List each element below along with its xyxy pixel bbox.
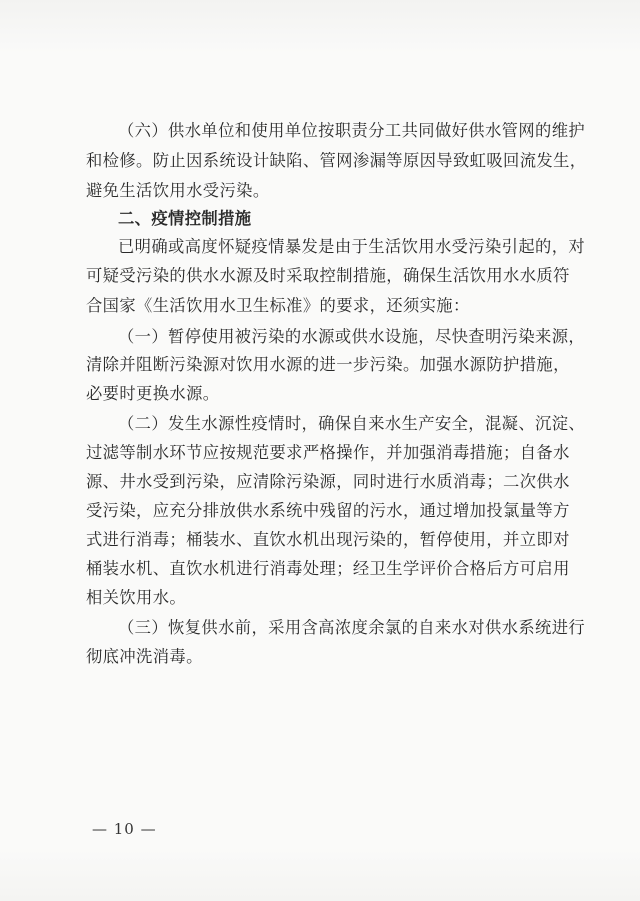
paragraph-6-line-1: （六）供水单位和使用单位按职责分工共同做好供水管网的维护 [118,121,586,140]
item-3-line-2: 彻底冲洗消毒。 [86,647,203,666]
item-1-line-2: 清除并阻断污染源对饮用水源的进一步污染。加强水源防护措施， [86,355,570,374]
item-2-line-4: 受污染，应充分排放供水系统中残留的污水，通过增加投氯量等方 [86,501,570,520]
section-heading: 二、疫情控制措施 [118,209,252,228]
item-1-line-1: （一）暂停使用被污染的水源或供水设施，尽快查明污染来源， [118,327,586,346]
item-2-line-6: 桶装水机、直饮水机进行消毒处理；经卫生学评价合格后方可启用 [86,559,570,578]
item-2-line-3: 源、井水受到污染，应清除污染源，同时进行水质消毒；二次供水 [86,472,570,491]
item-2-line-7: 相关饮用水。 [86,588,187,607]
item-2-line-2: 过滤等制水环节应按规范要求严格操作，并加强消毒措施；自备水 [86,443,570,462]
intro-line-1: 已明确或高度怀疑疫情暴发是由于生活饮用水受污染引起的，对 [118,237,586,256]
intro-line-3: 合国家《生活饮用水卫生标准》的要求，还须实施： [86,296,470,315]
item-2-line-1: （二）发生水源性疫情时，确保自来水生产安全，混凝、沉淀、 [118,414,586,433]
item-3-line-1: （三）恢复供水前，采用含高浓度余氯的自来水对供水系统进行 [118,618,586,637]
item-1-line-3: 必要时更换水源。 [86,384,220,403]
page-number: — 10 — [92,820,157,838]
paragraph-6-line-3: 避免生活饮用水受污染。 [86,181,270,200]
item-2-line-5: 式进行消毒；桶装水、直饮水机出现污染的，暂停使用，并立即对 [86,530,570,549]
paragraph-6-line-2: 和检修。防止因系统设计缺陷、管网渗漏等原因导致虹吸回流发生， [86,151,587,170]
intro-line-2: 可疑受污染的供水水源及时采取控制措施，确保生活饮用水水质符 [86,266,570,285]
